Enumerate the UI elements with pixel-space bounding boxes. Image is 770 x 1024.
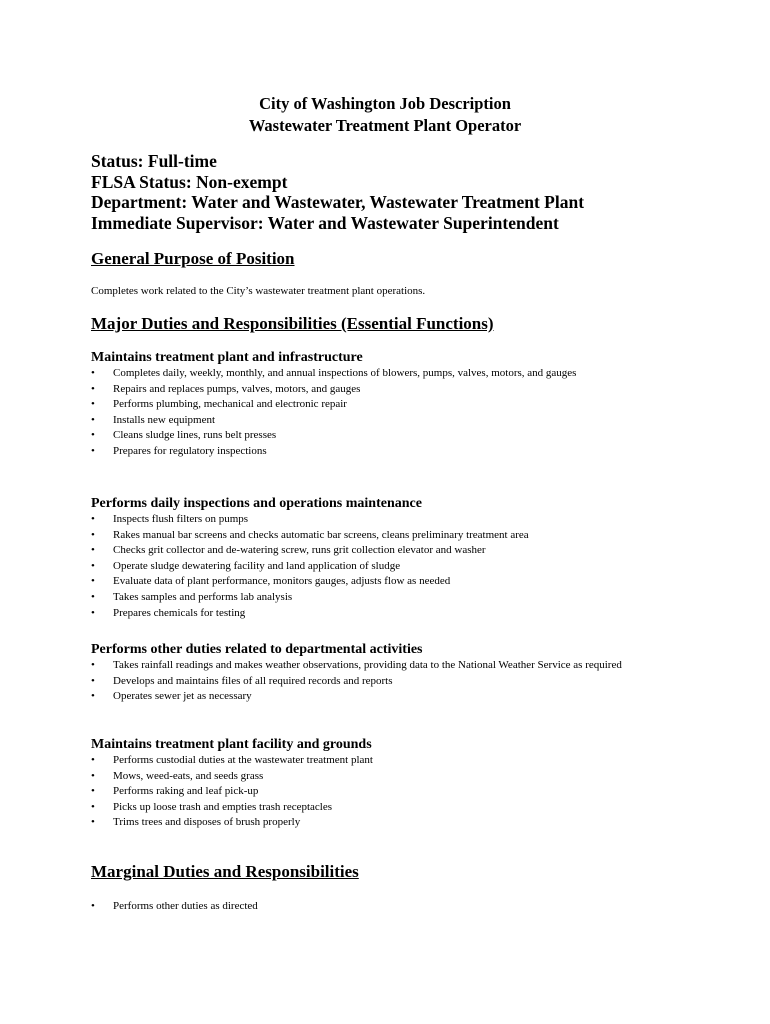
list-item-text: Takes rainfall readings and makes weather observations, providing data to the National Weather Service as required: [113, 659, 622, 671]
bullet-icon: •: [91, 590, 95, 603]
list-item-text: Inspects flush filters on pumps: [113, 513, 249, 525]
list-item-text: Checks grit collector and de-watering screw, runs grit collection elevator and washer: [113, 544, 486, 557]
bullet-icon: •: [91, 785, 95, 798]
list-item: [91, 428, 681, 444]
duty-section-title: Maintains treatment plant facility and grounds: [91, 737, 372, 752]
duty-list: [91, 512, 681, 621]
status-line: Status: Full-time: [91, 151, 217, 171]
duty-section-title: Performs daily inspections and operations maintenance: [91, 496, 422, 511]
bullet-icon: •: [91, 769, 95, 782]
marginal-duties-section: [91, 899, 681, 915]
bullet-icon: •: [91, 513, 95, 525]
document-title: [0, 93, 770, 137]
list-item-text: Prepares for regulatory inspections: [113, 444, 267, 457]
list-item: [91, 800, 681, 816]
duty-list: [91, 366, 681, 460]
bullet-icon: •: [91, 690, 95, 703]
list-item-text: Evaluate data of plant performance, monitors gauges, adjusts flow as needed: [113, 575, 451, 588]
department-line: Department: Water and Wastewater, Wastewater Treatment Plant: [91, 192, 585, 212]
list-item: [91, 815, 681, 831]
list-item-text: Picks up loose trash and empties trash receptacles: [113, 800, 333, 813]
list-item: [91, 658, 681, 674]
title-position: Wastewater Treatment Plant Operator: [248, 116, 522, 135]
title-city: City of Washington Job Description: [259, 94, 511, 113]
list-item-text: Performs plumbing, mechanical and electronic repair: [113, 398, 347, 411]
list-item: [91, 899, 681, 915]
bullet-icon: •: [91, 444, 95, 457]
duty-section: [91, 349, 681, 460]
bullet-icon: •: [91, 559, 95, 572]
list-item-text: Operates sewer jet as necessary: [113, 690, 252, 703]
general-purpose-text: Completes work related to the City’s wastewater treatment plant operations.: [91, 285, 426, 297]
position-metadata: [91, 151, 711, 233]
list-item-text: Mows, weed-eats, and seeds grass: [113, 769, 264, 782]
list-item: [91, 574, 681, 590]
list-item: [91, 512, 681, 528]
bullet-icon: •: [91, 754, 95, 766]
bullet-icon: •: [91, 900, 95, 912]
list-item: [91, 559, 681, 575]
list-item-text: Rakes manual bar screens and checks automatic bar screens, cleans preliminary treatment area: [113, 528, 529, 541]
list-item-text: Operate sludge dewatering facility and land application of sludge: [113, 559, 401, 572]
list-item: [91, 590, 681, 606]
list-item: [91, 784, 681, 800]
duty-section: [91, 736, 681, 831]
list-item: [91, 606, 681, 622]
bullet-icon: •: [91, 674, 95, 687]
flsa-status-line: FLSA Status: Non-exempt: [91, 171, 288, 192]
bullet-icon: •: [91, 575, 95, 588]
bullet-icon: •: [91, 367, 95, 379]
duty-section-title: Performs other duties related to departmental activities: [91, 642, 423, 657]
list-item-text: Installs new equipment: [113, 413, 216, 426]
bullet-icon: •: [91, 429, 95, 442]
list-item: [91, 769, 681, 785]
duty-list: [91, 753, 681, 831]
list-item-text: Prepares chemicals for testing: [113, 606, 246, 619]
list-item-text: Cleans sludge lines, runs belt presses: [113, 429, 277, 442]
bullet-icon: •: [91, 382, 95, 395]
list-item: [91, 674, 681, 690]
list-item-text: Performs raking and leaf pick-up: [113, 785, 259, 798]
list-item: [91, 382, 681, 398]
list-item: [91, 528, 681, 544]
list-item: [91, 413, 681, 429]
list-item-text: Trims trees and disposes of brush properly: [113, 816, 301, 829]
list-item-text: Develops and maintains files of all required records and reports: [113, 674, 393, 687]
major-duties-heading: Major Duties and Responsibilities (Essential Functions): [91, 314, 494, 333]
list-item: [91, 689, 681, 705]
duty-section: [91, 641, 681, 705]
bullet-icon: •: [91, 659, 95, 671]
list-item: [91, 543, 681, 559]
bullet-icon: •: [91, 528, 95, 541]
list-item-text: Performs other duties as directed: [113, 900, 258, 912]
list-item-text: Repairs and replaces pumps, valves, motors, and gauges: [113, 382, 361, 395]
list-item-text: Takes samples and performs lab analysis: [113, 590, 293, 603]
duty-section: [91, 495, 681, 621]
bullet-icon: •: [91, 800, 95, 813]
bullet-icon: •: [91, 413, 95, 426]
list-item-text: Performs custodial duties at the wastewater treatment plant: [113, 754, 373, 766]
list-item: [91, 397, 681, 413]
duty-list: [91, 658, 681, 705]
list-item: [91, 444, 681, 460]
marginal-duties-heading: Marginal Duties and Responsibilities: [91, 862, 359, 881]
bullet-icon: •: [91, 544, 95, 557]
supervisor-line: Immediate Supervisor: Water and Wastewater Superintendent: [91, 212, 559, 233]
general-purpose-heading: General Purpose of Position: [91, 249, 295, 268]
bullet-icon: •: [91, 816, 95, 829]
bullet-icon: •: [91, 606, 95, 619]
list-item-text: Completes daily, weekly, monthly, and annual inspections of blowers, pumps, valves, motors, and gauges: [113, 367, 577, 379]
list-item: [91, 366, 681, 382]
marginal-duty-list: [91, 899, 681, 915]
list-item: [91, 753, 681, 769]
bullet-icon: •: [91, 398, 95, 411]
duty-section-title: Maintains treatment plant and infrastructure: [91, 350, 363, 365]
